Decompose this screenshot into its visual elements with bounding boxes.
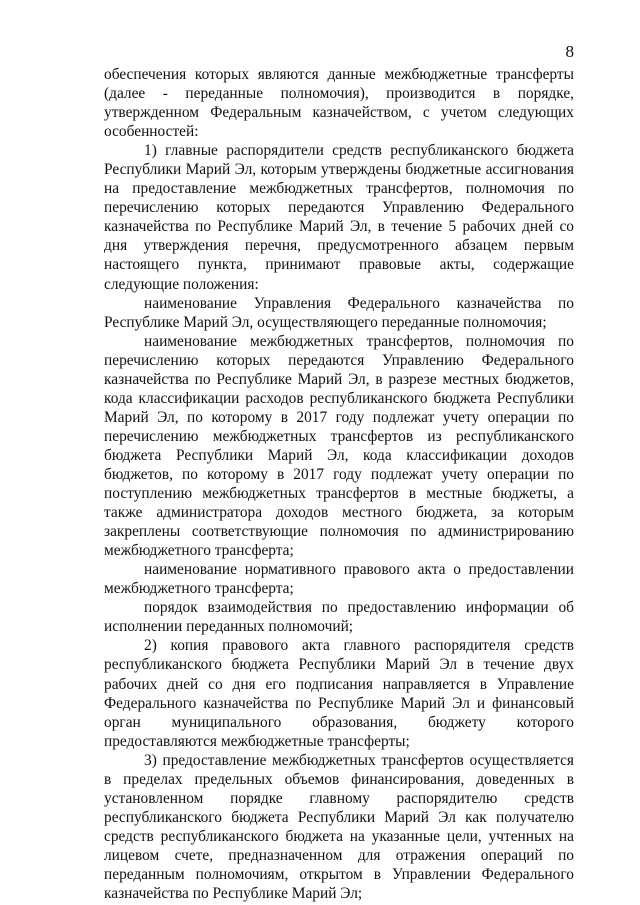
paragraph-transfers-name: наименование межбюджетных трансфертов, полномочия по перечислению которых передаются Управлению Федерального казначейства по Республике Марий Эл, в разрезе местных бюджетов, кода классификации расходов республиканского бюджета Республики Марий Эл, по которому в 2017 году подлежат учету операции по перечислению межбюджетных трансфертов из республиканского бюджета Республики Марий Эл, кода классификации доходов бюджетов, по которому в 2017 году подлежат учету операции по поступлению межбюджетных трансфертов в местные бюджеты, а также администратора доходов местного бюджета, за которым закреплены соответствующие полномочия по администрированию межбюджетного трансферта; bbox=[104, 332, 574, 560]
paragraph-item-3: 3) предоставление межбюджетных трансфертов осуществляется в пределах предельных объемов финансирования, доведенных в установленном порядке главному распорядителю средств республиканского бюджета Республики Марий Эл как получателю средств республиканского бюджета на указанные цели, учтенных на лицевом счете, предназначенном для отражения операций по переданным полномочиям, открытом в Управлении Федерального казначейства по Республике Марий Эл; bbox=[104, 751, 574, 903]
page-number: 8 bbox=[565, 42, 574, 61]
paragraph-normative-act: наименование нормативного правового акта о предоставлении межбюджетного трансферта; bbox=[104, 561, 574, 598]
paragraph-item-1: 1) главные распорядители средств республиканского бюджета Республики Марий Эл, которым утверждены бюджетные ассигнования на предоставление межбюджетных трансфертов, полномочия по перечислению которых передаются Управлению Федерального казначейства по Республике Марий Эл, в течение 5 рабочих дней со дня утверждения перечня, предусмотренного абзацем первым настоящего пункта, принимают правовые акты, содержащие следующие положения: bbox=[104, 142, 574, 293]
paragraph-treasury-name: наименование Управления Федерального казначейства по Республике Марий Эл, осуществляющего переданные полномочия; bbox=[104, 294, 574, 331]
paragraph-intro: обеспечения которых являются данные межбюджетные трансферты (далее - переданные полномочия), производится в порядке, утвержденном Федеральным казначейством, с учетом следующих особенностей: bbox=[104, 66, 574, 141]
document-body bbox=[104, 65, 574, 903]
paragraph-item-2: 2) копия правового акта главного распорядителя средств республиканского бюджета Республики Марий Эл в течение двух рабочих дней со дня его подписания направляется в Управление Федерального казначейства по Республике Марий Эл и финансовый орган муниципального образования, бюджету которого предоставляются межбюджетные трансферты; bbox=[104, 637, 574, 750]
paragraph-interaction-order: порядок взаимодействия по предоставлению информации об исполнении переданных полномочий; bbox=[104, 599, 574, 636]
